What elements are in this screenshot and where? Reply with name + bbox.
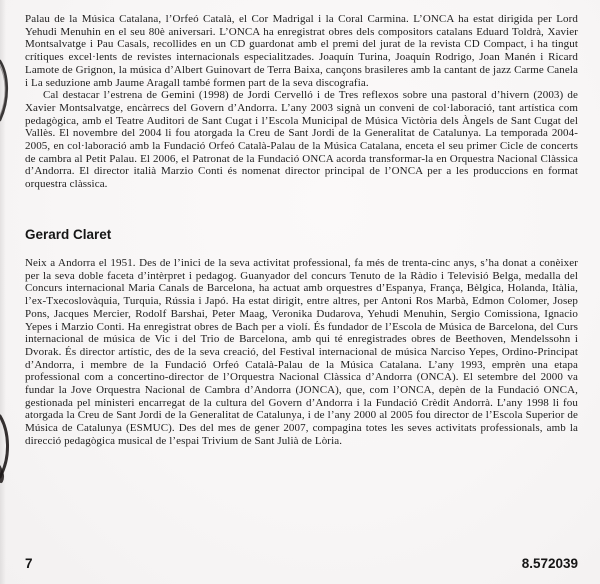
paragraph-onca-discography: Palau de la Música Catalana, l’Orfeó Català, el Cor Madrigal i la Coral Carmina. L’ONCA ha estat dirigida per Lord Yehudi Menuhin en el seu 80è aniversari. L’ONCA ha enregistrat obres dels compositors catalans Eduard Toldrà, Xavier Montsalvatge i Pau Casals, recollides en un CD guardonat amb el premi del jurat de la revista CD Compact, i ha tingut crítiques excel·lents de revistes internacionals especialitzades. Joaquín Turina, Joaquín Rodrigo, Joan Manén i Ricard Lamote de Grignon, la música d’Albert Guinovart de Terra Baixa, cançons brasileres amb la cantant de jazz Carme Canela i La seduzione amb Jaume Aragall també formen part de la seva discografia. — [25, 13, 578, 89]
paragraph-onca-history: Cal destacar l’estrena de Gemini (1998) de Jordi Cervelló i de Tres reflexos sobre una pastoral d’hivern (2003) de Xavier Montsalvatge, encàrrecs del Govern d’Andorra. L’any 2003 signà un conveni de col·laboració, tant artística com pedagògica, amb el Teatre Auditori de Sant Cugat i l’Escola Municipal de Música Victòria dels Àngels de Sant Cugat del Vallès. El novembre del 2004 li fou atorgada la Creu de Sant Jordi de la Generalitat de Catalunya. La temporada 2004-2005, en col·laboració amb la Fundació Orfeó Català-Palau de la Música Catalana, enceta el seu primer Cicle de concerts de cambra al Petit Palau. El 2006, el Patronat de la Fundació ONCA acorda transformar-la en Orquestra Nacional Clàssica d’Andorra. El director italià Marzio Conti és nomenat director principal de l’ONCA per a les produccions en format orquestra clàssica. — [25, 89, 578, 191]
onca-text-block — [25, 13, 578, 191]
section-heading-gerard-claret: Gerard Claret — [25, 227, 112, 242]
biography-text-block — [25, 257, 578, 448]
binding-mark-bottom-icon — [0, 413, 13, 485]
binding-mark-top-icon — [0, 58, 13, 124]
catalog-number: 8.572039 — [521, 556, 578, 571]
paragraph-gerard-claret-biography: Neix a Andorra el 1951. Des de l’inici de la seva activitat professional, fa més de trenta-cinc anys, s’ha donat a conèixer per la seva doble faceta d’intèrpret i pedagog. Guanyador del concurs Tenuto de la Ràdio i Televisió Belga, medalla del Concurs internacional Maria Canals de Barcelona, ha actuat amb orquestres d’Espanya, França, Bèlgica, Holanda, Itàlia, l’ex-Txecoslovàquia, Turquia, Rússia i Japó. Ha estat dirigit, entre altres, per Antoni Ros Marbà, Edmon Colomer, Josep Pons, Jacques Mercier, Rodolf Barshai, Peter Maag, Veronika Dudarova, Yehudi Menuhin, Sergio Comissiona, Ignacio Yepes i Marzio Conti. Ha enregistrat obres de Bach per a violí. És fundador de l’Escola de Música de Barcelona, del Curs internacional de música de Vic i del Trio de Barcelona, amb qui té enregistrades obres de Beethoven, Mendelssohn i Dvorak. És director artístic, des de la seva creació, del Festival internacional de música Narciso Yepes, Ordino-Principat d’Andorra, i membre de la Fundació Orfeó Català-Palau de la Música Catalana. L’any 1993, emprèn una etapa professional com a concertino-director de l’Orquestra Nacional Clàssica d’Andorra (ONCA). El setembre del 2000 va fundar la Jove Orquestra Nacional de Cambra d’Andorra (JONCA), que, com l’ONCA, depèn de la Fundació ONCA, gestionada pel ministeri encarregat de la cultura del Govern d’Andorra i la Fundació Crèdit Andorrà. L’any 1998 li fou atorgada la Creu de Sant Jordi de la Generalitat de Catalunya, i de l’any 2000 al 2005 fou director de l’Escola Superior de Música de Catalunya (ESMUC). Des del mes de gener 2007, compagina totes les seves activitats professionals, amb la direcció pedagògica musical de l’espai Trivium de Sant Julià de Lòria. — [25, 257, 578, 447]
page-footer — [25, 556, 578, 571]
page-number: 7 — [25, 556, 33, 571]
